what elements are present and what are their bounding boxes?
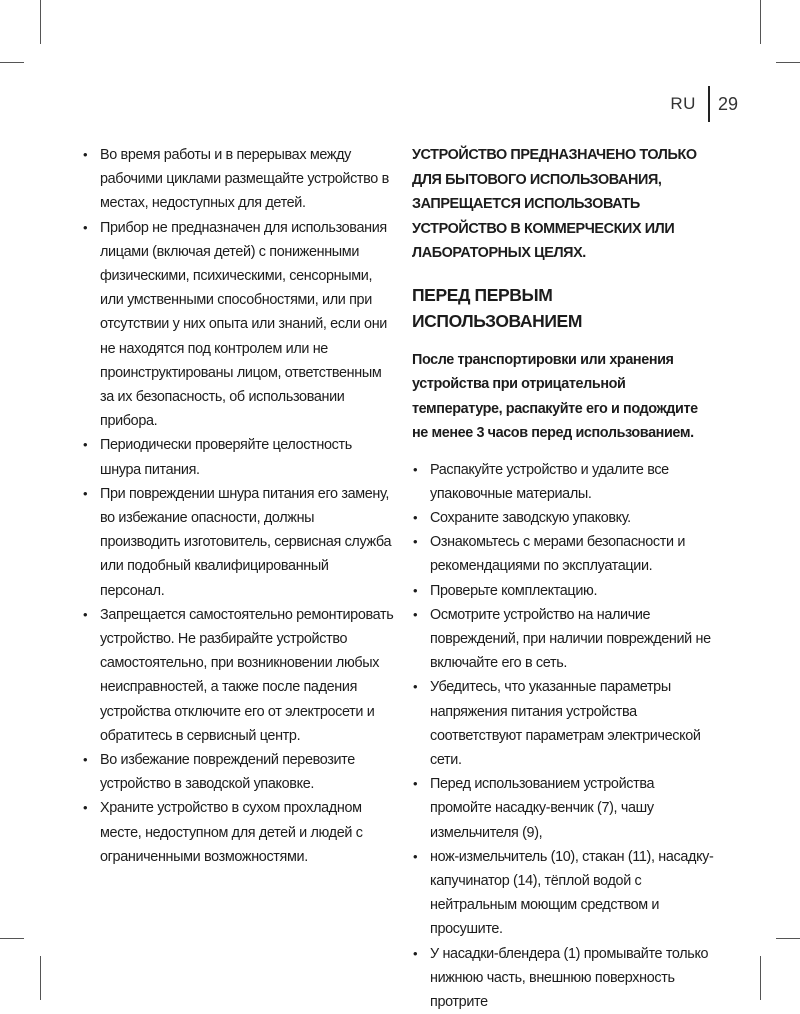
header-divider <box>708 86 710 122</box>
list-item: • Во время работы и в перерывах между рабочими циклами размещайте устройство в местах, недоступных для детей. <box>82 143 394 216</box>
list-item: • Проверьте комплектацию. <box>412 579 716 603</box>
list-item: • Запрещается самостоятельно ремонтировать устройство. Не разбирайте устройство самостоятельно, при возникновении любых неисправностей, а также после падения устройства отключите его от электросети и обратитесь в сервисный центр. <box>82 603 394 748</box>
crop-mark-bottom-left <box>40 956 41 1000</box>
language-code: RU <box>670 94 704 114</box>
section-intro: После транспортировки или хранения устройства при отрицательной температуре, распакуйте его и подождите не менее 3 часов перед использованием. <box>412 348 716 446</box>
page-header <box>670 86 738 122</box>
household-use-warning: УСТРОЙСТВО ПРЕДНАЗНАЧЕНО ТОЛЬКО ДЛЯ БЫТОВОГО ИСПОЛЬЗОВАНИЯ, ЗАПРЕЩАЕТСЯ ИСПОЛЬЗОВАТЬ УСТРОЙСТВО В КОММЕРЧЕСКИХ ИЛИ ЛАБОРАТОРНЫХ ЦЕЛЯХ. <box>412 143 716 266</box>
left-column <box>82 143 394 869</box>
list-item: • Сохраните заводскую упаковку. <box>412 506 716 530</box>
safety-list <box>82 143 394 869</box>
crop-mark-bottom-right-h <box>776 938 800 939</box>
list-item: • Прибор не предназначен для использования лицами (включая детей) с пониженными физическими, психическими, сенсорными, или умственными способностями, или при отсутствии у них опыта или знаний, если они не находятся под контролем или не проинструктированы лицом, ответственным за их безопасность, об использовании прибора. <box>82 216 394 434</box>
list-item: • Храните устройство в сухом прохладном месте, недоступном для детей и людей с ограниченными возможностями. <box>82 796 394 869</box>
crop-mark-top-right-h <box>776 62 800 63</box>
section-title: ПЕРЕД ПЕРВЫМ ИСПОЛЬЗОВАНИЕМ <box>412 282 716 334</box>
crop-mark-top-left <box>40 0 41 44</box>
list-item: • Перед использованием устройства промойте насадку-венчик (7), чашу измельчителя (9), <box>412 772 716 845</box>
list-item: • Убедитесь, что указанные параметры напряжения питания устройства соответствуют параметрам электрической сети. <box>412 675 716 772</box>
crop-mark-bottom-right <box>760 956 761 1000</box>
list-item: • Периодически проверяйте целостность шнура питания. <box>82 433 394 481</box>
page-number: 29 <box>718 94 738 115</box>
list-item: • Во избежание повреждений перевозите устройство в заводской упаковке. <box>82 748 394 796</box>
crop-mark-top-left-h <box>0 62 24 63</box>
crop-mark-bottom-left-h <box>0 938 24 939</box>
list-item: • При повреждении шнура питания его замену, во избежание опасности, должны производить изготовитель, сервисная служба или подобный квалифицированный персонал. <box>82 482 394 603</box>
crop-mark-top-right <box>760 0 761 44</box>
list-item: • Осмотрите устройство на наличие повреждений, при наличии повреждений не включайте его в сеть. <box>412 603 716 676</box>
list-item: • нож-измельчитель (10), стакан (11), насадку-капучинатор (14), тёплой водой с нейтральным моющим средством и просушите. <box>412 845 716 942</box>
list-item: • У насадки-блендера (1) промывайте только нижнюю часть, внешнюю поверхность протрите <box>412 942 716 1014</box>
first-use-list <box>412 458 716 1014</box>
list-item: • Распакуйте устройство и удалите все упаковочные материалы. <box>412 458 716 506</box>
list-item: • Ознакомьтесь с мерами безопасности и рекомендациями по эксплуатации. <box>412 530 716 578</box>
right-column <box>412 143 716 1014</box>
